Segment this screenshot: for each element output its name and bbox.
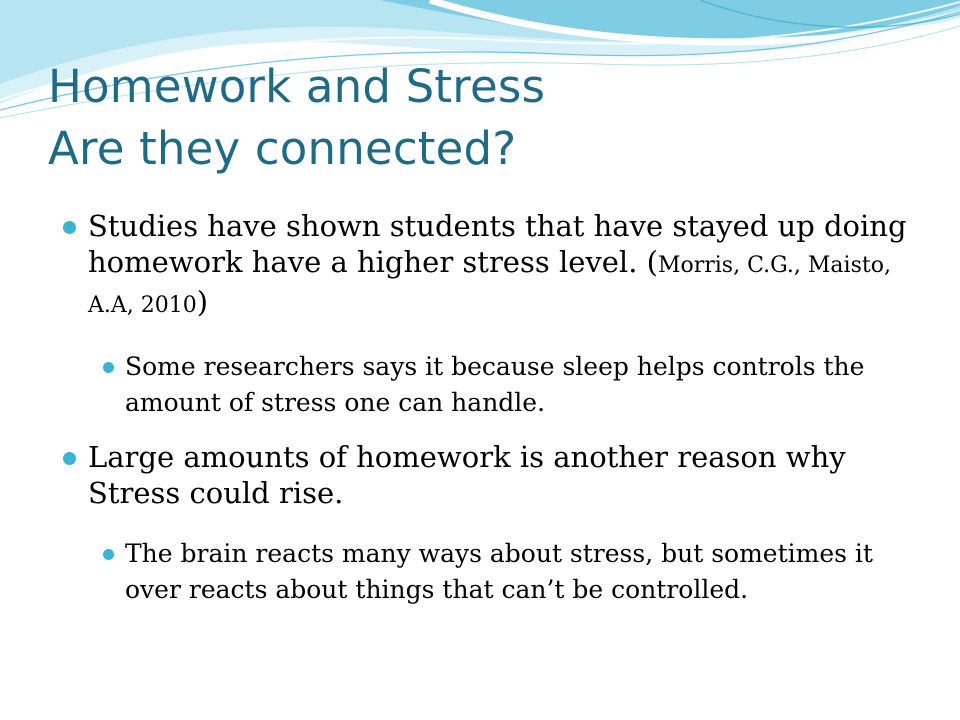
slide-title xyxy=(48,56,928,180)
citation-close: ) xyxy=(196,285,209,319)
sub-bullet-sleep: Some researchers says it because sleep helps controls the amount of stress one can handle. xyxy=(100,349,920,421)
bullet-item-studies xyxy=(60,208,920,324)
title-line-2: Are they connected? xyxy=(48,122,517,175)
citation: Morris, C.G., Maisto, A.A, 2010 xyxy=(88,253,891,318)
bullet-list xyxy=(60,208,920,626)
title-line-1: Homework and Stress xyxy=(48,60,546,113)
sub-bullet-brain: The brain reacts many ways about stress, but sometimes it over reacts about things that can’t be controlled. xyxy=(100,536,920,608)
bullet-item-large-amounts: Large amounts of homework is another reason why Stress could rise. xyxy=(60,439,920,511)
bullet-text: Studies have shown students that have stayed up doing homework have a higher stress level. ( xyxy=(88,209,907,279)
